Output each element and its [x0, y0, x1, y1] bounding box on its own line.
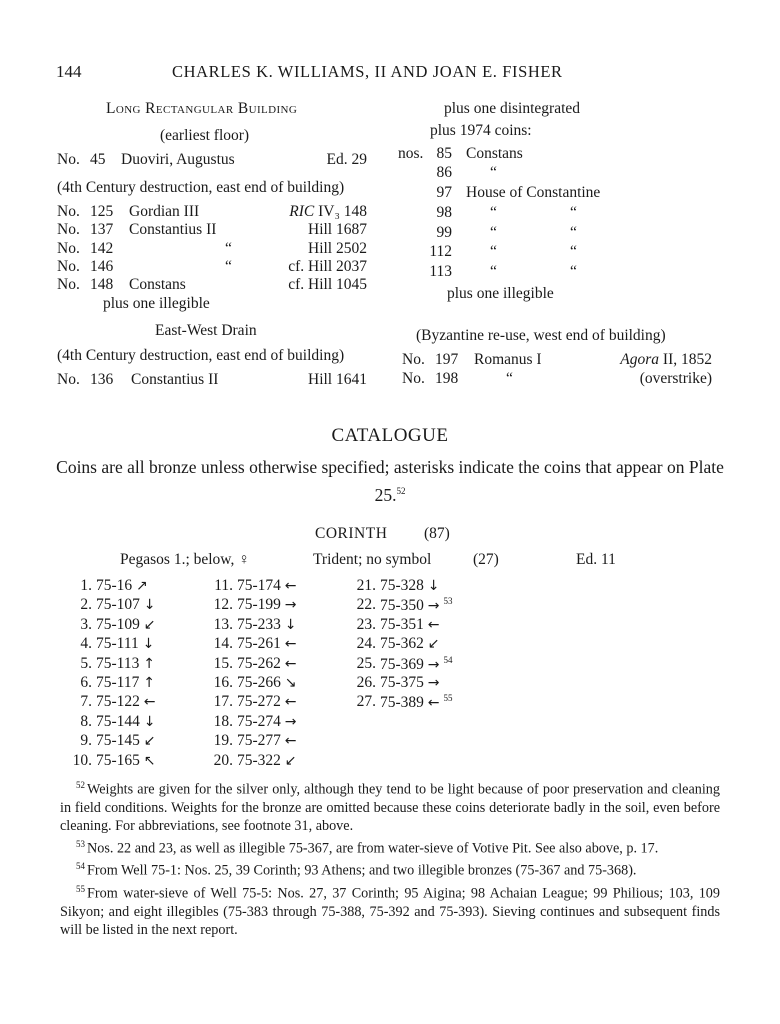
row-ref [308, 240, 367, 258]
entry-body [380, 635, 440, 653]
die-axis-arrow-icon: ↗ [136, 578, 148, 594]
die-axis-arrow-icon: ← [143, 694, 156, 711]
entry-body [237, 616, 297, 634]
table-row [402, 351, 712, 371]
list-item [398, 204, 618, 224]
row-num: 45 [90, 151, 106, 168]
footnotes [60, 776, 720, 939]
row-num: 98 [436, 204, 452, 221]
die-axis-arrow-icon: ← [284, 578, 297, 594]
entry-inventory: 75-262 [237, 654, 281, 672]
footnote-number: 53 [76, 838, 85, 849]
die-axis-arrow-icon: ↑ [143, 655, 155, 672]
ref-italic: Agora [620, 351, 660, 368]
row-ditto: “ [570, 204, 577, 221]
entry-body [96, 616, 156, 634]
catalogue-entry [348, 655, 518, 675]
entry-number: 25. [356, 654, 376, 672]
footnote [60, 857, 720, 880]
die-axis-arrow-icon: ↙ [427, 636, 440, 653]
die-axis-arrow-icon: ← [427, 695, 440, 712]
entry-inventory: 75-328 [380, 577, 424, 594]
catalogue-entry [348, 674, 518, 694]
section-sub-earliest: (earliest floor) [160, 127, 250, 144]
ref-text: cf. Hill 2037 [288, 257, 367, 275]
die-axis-arrow-icon: ↙ [143, 733, 156, 750]
entry-number: 27. [356, 693, 376, 711]
entry-inventory: 75-272 [237, 693, 281, 711]
entry-body [380, 693, 453, 712]
row-name: Constantius II [129, 221, 217, 239]
section-title-drain: East-West Drain [155, 322, 257, 339]
row-name: “ [490, 263, 497, 280]
row-name: “ [490, 164, 497, 181]
entry-body [96, 674, 155, 692]
entry-body [237, 674, 297, 692]
row-num: 146 [90, 257, 114, 275]
row-ditto: “ [570, 263, 577, 280]
entry-number: 22. [356, 596, 376, 614]
list-item [398, 164, 618, 184]
entry-number: 24. [356, 635, 376, 653]
row-ref [289, 203, 367, 221]
list-item [398, 263, 618, 283]
die-axis-arrow-icon: ↓ [284, 616, 297, 633]
entry-number: 6. [80, 674, 92, 691]
entry-number: 12. [213, 596, 233, 614]
table-row [57, 151, 367, 171]
row-name: “ [490, 243, 497, 260]
entry-number: 17. [213, 693, 233, 711]
footnote-number: 55 [76, 884, 85, 895]
entry-number: 4. [80, 635, 92, 653]
table-row [57, 240, 367, 260]
ref-text: cf. Hill 1045 [288, 276, 367, 294]
entry-body [237, 577, 297, 595]
footnote [60, 835, 720, 858]
section-sub-drain: (4th Century destruction, east end of building) [57, 347, 345, 364]
catalogue-entry [205, 752, 375, 772]
entry-inventory: 75-174 [237, 577, 281, 594]
entry-number: 3. [80, 615, 92, 633]
row-num: 85 [436, 145, 452, 162]
row-no: No. [57, 371, 80, 388]
entry-body [96, 713, 156, 731]
mint-count: (87) [424, 525, 450, 542]
die-axis-arrow-icon: ↓ [143, 597, 156, 614]
entry-number: 11. [214, 577, 233, 594]
row-num: 148 [90, 276, 114, 294]
row-name: Gordian III [129, 203, 200, 220]
die-axis-arrow-icon: ↖ [143, 752, 156, 769]
die-axis-arrow-icon: ↑ [143, 675, 155, 691]
entry-inventory: 75-16 [96, 577, 133, 594]
plus-one-illegible-left: plus one illegible [103, 295, 210, 312]
entry-body [237, 693, 297, 711]
entry-inventory: 75-277 [237, 732, 281, 750]
entry-body [96, 596, 156, 614]
entry-inventory: 75-369 [380, 655, 424, 673]
type-count: (27) [473, 551, 499, 568]
entry-inventory: 75-261 [237, 635, 281, 653]
section-sub-destruction: (4th Century destruction, east end of building) [57, 179, 345, 196]
entry-number: 19. [213, 732, 233, 750]
catalogue-entry [348, 616, 518, 636]
running-title: CHARLES K. WILLIAMS, II AND JOAN E. FISHER [172, 62, 563, 81]
mint-title: CORINTH [315, 525, 388, 542]
die-axis-arrow-icon: → [427, 675, 440, 691]
row-ref: Hill 1641 [308, 371, 367, 388]
entry-body [237, 732, 297, 750]
catalogue-entry [205, 713, 375, 733]
catalogue-entry [348, 577, 518, 597]
entry-footnote-ref: 54 [443, 654, 453, 665]
entry-inventory: 75-362 [380, 635, 424, 653]
die-axis-arrow-icon: ↓ [143, 713, 156, 730]
section-sub-byzantine: (Byzantine re-use, west end of building) [416, 327, 666, 344]
catalogue-entry [205, 732, 375, 752]
entry-inventory: 75-322 [237, 751, 281, 769]
row-ref [288, 276, 367, 294]
entry-inventory: 75-350 [380, 597, 424, 615]
entry-inventory: 75-111 [96, 635, 139, 653]
entry-body [96, 635, 154, 653]
footnote [60, 880, 720, 939]
entry-body [237, 635, 297, 653]
table-row [57, 276, 367, 296]
table-row [57, 371, 367, 391]
entry-inventory: 75-375 [380, 674, 424, 691]
row-no: No. [57, 221, 80, 239]
entry-body [96, 577, 148, 595]
entry-inventory: 75-144 [96, 712, 140, 730]
entry-number: 20. [213, 751, 233, 769]
row-name: Duoviri, Augustus [121, 151, 235, 168]
die-axis-arrow-icon: ↓ [142, 636, 155, 653]
die-axis-arrow-icon: ← [284, 655, 297, 672]
die-axis-arrow-icon: ← [284, 733, 297, 750]
entry-inventory: 75-165 [96, 751, 140, 769]
entry-number: 15. [213, 654, 233, 672]
entry-inventory: 75-117 [96, 674, 140, 691]
entry-number: 1. [80, 577, 92, 594]
entry-footnote-ref: 53 [443, 596, 453, 607]
entry-body [96, 752, 156, 770]
entry-number: 23. [356, 615, 376, 633]
intro-text: Coins are all bronze unless otherwise specified; asterisks indicate the coins that appear on Plate 25. [56, 457, 724, 505]
ref-italic: RIC [289, 203, 315, 220]
row-ref [288, 258, 367, 276]
entry-inventory: 75-274 [237, 712, 281, 730]
row-ref [640, 370, 712, 388]
row-no: No. [57, 276, 80, 294]
plus-1974-coins: plus 1974 coins: [430, 122, 532, 139]
table-row [57, 203, 367, 223]
entry-inventory: 75-199 [237, 596, 281, 614]
ref-text: II, 1852 [659, 351, 712, 368]
row-no: No. [57, 239, 80, 257]
ref-text: Hill 2502 [308, 239, 367, 257]
entry-inventory: 75-145 [96, 732, 140, 750]
entry-body [380, 655, 453, 674]
row-name: Romanus I [474, 351, 542, 368]
die-axis-arrow-icon: ← [284, 694, 297, 711]
row-no: No. [57, 257, 80, 275]
entry-number: 5. [80, 654, 92, 672]
entry-body [380, 596, 453, 615]
row-num: 142 [90, 239, 114, 257]
entry-number: 16. [213, 674, 233, 691]
entry-number: 7. [80, 693, 92, 711]
footnote-text: Weights are given for the silver only, although they tend to be light because of poor preservation and cleaning in field conditions. Weights for the bronze are omitted because these coins deteriorate badly in the soil, even before cleaning. For abbreviations, see footnote 31, above. [60, 781, 720, 834]
entry-inventory: 75-113 [96, 654, 140, 672]
row-name: Constans [129, 276, 186, 294]
table-row [57, 258, 367, 278]
list-item [398, 224, 618, 244]
entry-number: 26. [356, 674, 376, 691]
footnote-text: From Well 75-1: Nos. 25, 39 Corinth; 93 Athens; and two illegible bronzes (75-367 and 75-368). [87, 863, 637, 880]
die-axis-arrow-icon: → [284, 597, 297, 614]
entry-number: 13. [213, 615, 233, 633]
die-axis-arrow-icon: ↘ [284, 675, 297, 691]
entry-inventory: 75-122 [96, 693, 140, 711]
entry-body [380, 674, 440, 692]
die-axis-arrow-icon: → [284, 713, 297, 730]
row-name: “ [225, 257, 232, 275]
entry-inventory: 75-389 [380, 694, 424, 712]
catalogue-entry [348, 693, 518, 713]
row-num: 113 [429, 263, 452, 280]
type-obverse: Pegasos 1.; below, ♀ [120, 551, 250, 568]
row-num: 112 [429, 243, 452, 260]
table-row [57, 221, 367, 241]
entry-inventory: 75-351 [380, 615, 424, 633]
row-name: Constans [466, 145, 523, 162]
row-num: 197 [435, 351, 459, 368]
page-number: 144 [56, 62, 82, 81]
entry-body [237, 713, 297, 731]
table-row [402, 370, 712, 390]
type-reverse: Trident; no symbol [313, 551, 432, 568]
row-name: “ [490, 204, 497, 221]
footnote [60, 776, 720, 835]
row-ref [308, 221, 367, 239]
footnote-text: From water-sieve of Well 75-5: Nos. 27, 37 Corinth; 95 Aigina; 98 Achaian League; 99 Philious; 103, 109 Sikyon; and eight illegibles (75-383 through 75-388, 75-392 and 75-393). Sieving continues and subsequent finds will be listed in the next report. [60, 885, 720, 938]
row-name: Constantius II [131, 371, 219, 388]
footnote-text: Nos. 22 and 23, as well as illegible 75-367, are from water-sieve of Votive Pit. See also above, p. 17. [87, 840, 659, 857]
row-no: No. [402, 351, 425, 368]
row-no: No. [57, 151, 80, 168]
row-prefix: nos. [398, 145, 424, 162]
die-axis-arrow-icon: ← [284, 636, 297, 653]
entry-body [237, 596, 297, 614]
row-no: No. [402, 370, 425, 387]
die-axis-arrow-icon: ← [427, 616, 440, 633]
die-axis-arrow-icon: ↙ [284, 752, 297, 769]
entry-body [380, 616, 440, 634]
list-item [398, 145, 618, 165]
row-num: 136 [90, 371, 114, 388]
footnote-number: 54 [76, 861, 85, 872]
die-axis-arrow-icon: ↙ [143, 616, 156, 633]
entry-inventory: 75-107 [96, 596, 140, 614]
row-num: 125 [90, 203, 114, 220]
entry-inventory: 75-266 [237, 674, 281, 691]
die-axis-arrow-icon: ↓ [427, 578, 440, 594]
entry-footnote-ref: 55 [443, 693, 453, 704]
entry-body [237, 655, 297, 673]
entry-body [380, 577, 440, 595]
row-ref: Ed. 29 [326, 151, 367, 168]
entry-number: 14. [213, 635, 233, 653]
section-title-long-building: Long Rectangular Building [106, 100, 298, 117]
entry-body [96, 693, 156, 711]
die-axis-arrow-icon: → [427, 598, 440, 615]
plus-one-illegible-right: plus one illegible [447, 285, 554, 302]
entry-number: 10. [72, 751, 92, 769]
entry-number: 2. [80, 596, 92, 614]
catalogue-heading: CATALOGUE [331, 425, 449, 446]
list-item [398, 184, 618, 204]
row-num: 198 [435, 370, 459, 387]
catalogue-entry [348, 635, 518, 655]
row-num: 137 [90, 221, 114, 239]
row-ditto: “ [570, 243, 577, 260]
row-num: 86 [436, 164, 452, 181]
catalogue-entry [348, 596, 518, 616]
intro-footnote-ref: 52 [396, 486, 406, 496]
plus-disintegrated: plus one disintegrated [444, 100, 581, 117]
row-no: No. [57, 203, 80, 220]
entry-inventory: 75-109 [96, 615, 140, 633]
ref-text: Hill 1687 [308, 221, 367, 239]
entry-number: 9. [80, 732, 92, 750]
entry-body [96, 655, 155, 673]
row-name: House of Constantine [466, 184, 601, 201]
catalogue-intro [50, 455, 730, 507]
die-axis-arrow-icon: → [427, 656, 440, 673]
list-item [398, 243, 618, 263]
type-ref: Ed. 11 [576, 551, 616, 568]
entry-number: 21. [356, 577, 376, 594]
row-ref [620, 351, 712, 369]
ref-text: (overstrike) [639, 370, 712, 387]
entry-number: 18. [213, 712, 233, 730]
ref-text: IV₃ 148 [314, 203, 367, 220]
row-name: “ [490, 224, 497, 241]
entry-body [96, 732, 156, 750]
entry-inventory: 75-233 [237, 615, 281, 633]
footnote-number: 52 [76, 780, 85, 790]
row-num: 97 [436, 184, 452, 201]
row-name: “ [225, 239, 232, 257]
entry-number: 8. [80, 712, 92, 730]
row-ditto: “ [570, 224, 577, 241]
row-name: “ [506, 370, 513, 387]
entry-body [237, 752, 297, 770]
row-num: 99 [436, 224, 452, 241]
